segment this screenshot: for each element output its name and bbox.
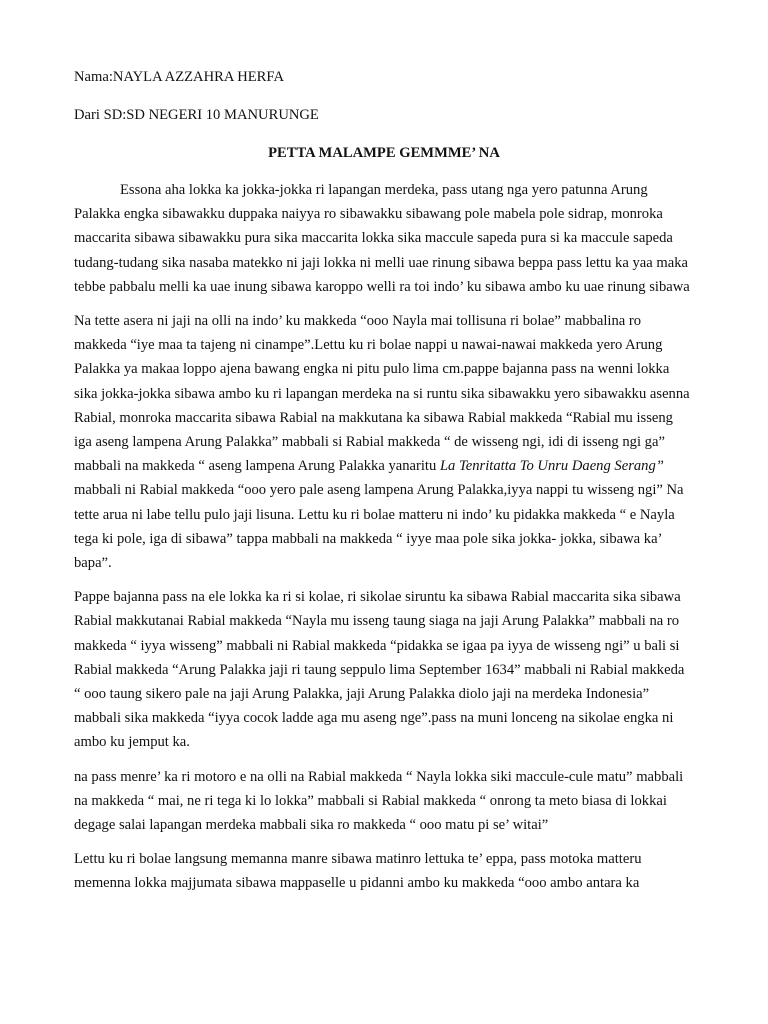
paragraph-2: Na tette asera ni jaji na olli na indo’ ku makkeda “ooo Nayla mai tollisuna ri bolae” mabbalina ro makkeda “iye maa ta tajeng ni cinampe”.Lettu ku ri bolae nappi u nawai-nawai makkeda yero Arung Palakka ya makaa loppo ajena bawang engka ni pitu pulo lima cm.pappe bajanna pass na wenni lokka sika jokka-jokka sibawa ambo ku ri lapangan merdeka na si runtu sika sibawakku yero sibawakku asenna Rabial, monroka maccarita sibawa Rabial na makkutana ka sibawa Rabial makkeda “Rabial mu isseng iga aseng lampena Arung Palakka” mabbali si Rabial makkeda “ de wisseng ngi, idi di isseng ngi ga” mabbali na makkeda “ aseng lampena Arung Palakka yanaritu La Tenritatta To Unru Daeng Serang” mabbali ni Rabial makkeda “ooo yero pale aseng lampena Arung Palakka,iyya nappi tu wisseng ngi” Na tette arua ni labe tellu pulo jaji lisuna. Lettu ku ri bolae matteru ni indo’ ku pidakka makkeda “ e Nayla tega ki pole, iga di sibawa” tappa mabbali na makkeda “ iyye maa pole sika jokka- jokka, sibawa ka’ bapa”. <box>74 313 690 572</box>
student-name-line: Nama:NAYLA AZZAHRA HERFA <box>74 69 284 85</box>
story-title: PETTA MALAMPE GEMMME’ NA <box>268 145 500 161</box>
school-line: Dari SD:SD NEGERI 10 MANURUNGE <box>74 107 319 123</box>
paragraph-1: Essona aha lokka ka jokka-jokka ri lapangan merdeka, pass utang nga yero patunna Arung Palakka engka sibawakku duppaka naiyya ro sibawakku sibawang pole mabela pole sidrap, monroka maccarita sibawa sibawakku pura sika maccarita lokka sika maccule sapeda pura si ka maccule sapeda tudang-tudang sika nasaba matekko ni jaji lokka ni melli uae rinung sibawa beppa pass lettu ka yaa maka tebbe pabbalu melli ka uae inung sibawa karoppo welli ra toi indo’ ku sibawa ambo ku uae rinung sibawa <box>74 182 690 295</box>
paragraph-4: na pass menre’ ka ri motoro e na olli na Rabial makkeda “ Nayla lokka siki maccule-cule matu” mabbali na makkeda “ mai, ne ri tega ki lo lokka” mabbali si Rabial makkeda “ onrong ta meto biasa di lokkai degage salai lapangan merdeka mabbali sika ro makkeda “ ooo matu pi se’ witai” <box>74 768 684 834</box>
paragraph-5: Lettu ku ri bolae langsung memanna manre sibawa matinro lettuka te’ eppa, pass motoka matteru memenna lokka majjumata sibawa mappaselle u pidanni ambo ku makkeda “ooo ambo antara ka <box>74 851 642 892</box>
story-body <box>74 178 694 896</box>
italic-name: La Tenritatta To Unru Daeng Serang” <box>439 458 664 475</box>
paragraph-3: Pappe bajanna pass na ele lokka ka ri si kolae, ri sikolae siruntu ka sibawa Rabial maccarita sika sibawa Rabial makkutanai Rabial makkeda “Nayla mu isseng taung siaga na jaji Arung Palakka” mabbali na ro makkeda “ iyya wisseng” mabbali ni Rabial makkeda “pidakka se igaa pa iyya de wisseng ngi” u bali si Rabial makkeda “Arung Palakka jaji ri taung seppulo lima September 1634” mabbali ni Rabial makkeda “ ooo taung sikero pale na jaji Arung Palakka, jaji Arung Palakka diolo jaji na merdeka Indonesia” mabbali sika makkeda “iyya cocok ladde aga mu aseng nge”.pass na muni lonceng na sikolae engka ni ambo ku jemput ka. <box>74 589 685 751</box>
